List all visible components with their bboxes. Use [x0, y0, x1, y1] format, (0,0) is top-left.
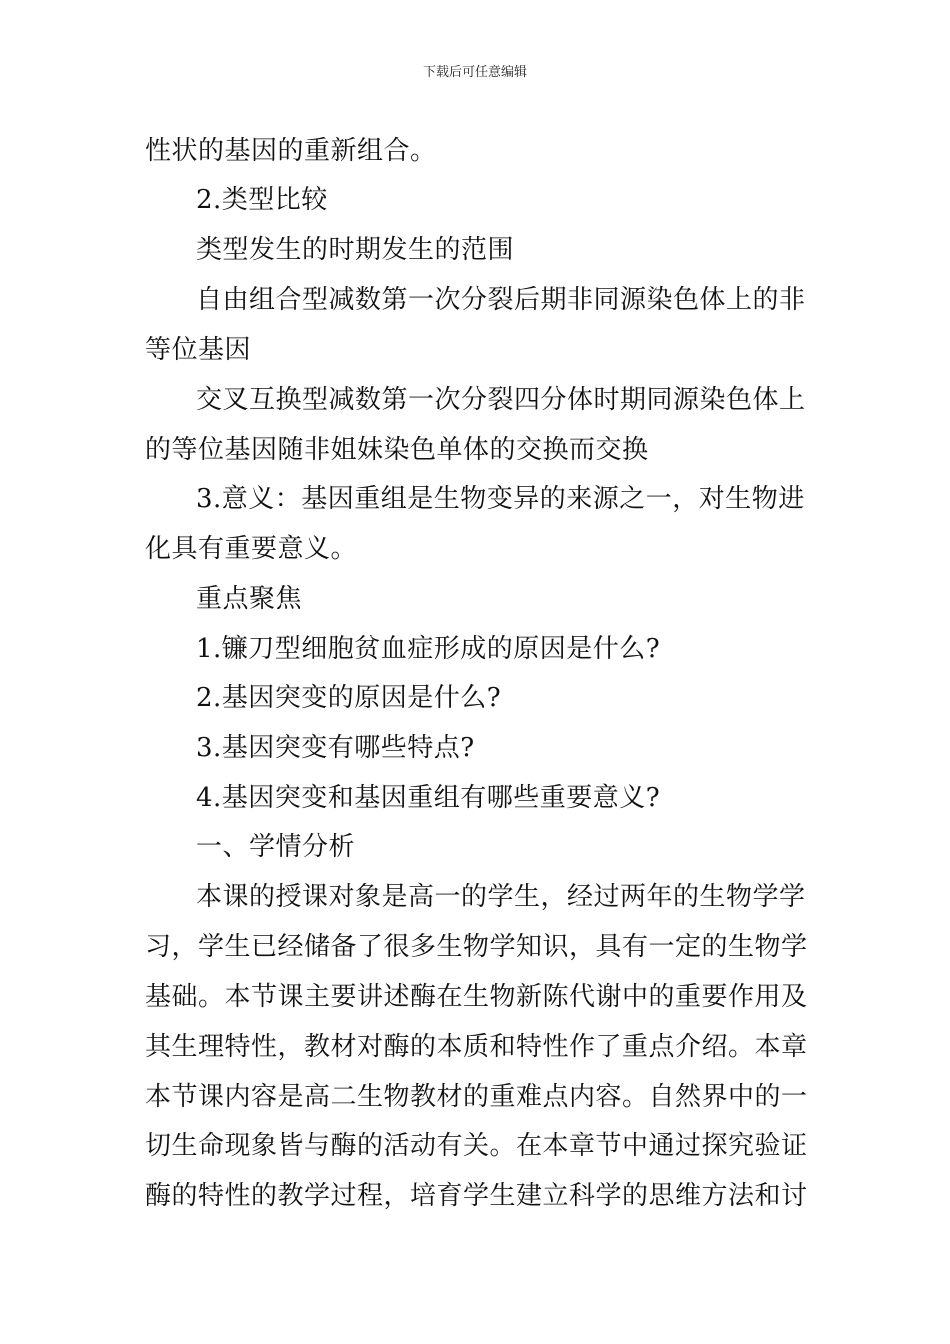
- section-heading: 重点聚焦: [196, 584, 303, 614]
- text-line: 自由组合型减数第一次分裂后期非同源染色体上的非: [196, 285, 806, 315]
- text-line: 本节课内容是高二生物教材的重难点内容。自然界中的一: [145, 1082, 808, 1112]
- text-line: 等位基因: [145, 335, 252, 365]
- text-line: 交叉互换型减数第一次分裂四分体时期同源染色体上: [196, 385, 806, 415]
- text-line: 其生理特性，教材对酶的本质和特性作了重点介绍。本章: [145, 1032, 808, 1062]
- text-line: 习，学生已经储备了很多生物学知识，具有一定的生物学: [145, 932, 808, 962]
- text-line: 性状的基因的重新组合。: [145, 136, 437, 166]
- text-line: 基础。本节课主要讲述酶在生物新陈代谢中的重要作用及: [145, 982, 808, 1012]
- list-item: 1.镰刀型细胞贫血症形成的原因是什么?: [196, 634, 661, 664]
- list-item: 4.基因突变和基因重组有哪些重要意义?: [196, 783, 661, 813]
- page-header: 下载后可任意编辑: [422, 65, 527, 80]
- text-line: 类型发生的时期发生的范围: [196, 235, 515, 265]
- section-heading: 一、学情分析: [196, 832, 356, 862]
- text-line: 2.类型比较: [196, 185, 328, 215]
- text-line: 切生命现象皆与酶的活动有关。在本章节中通过探究验证: [145, 1131, 808, 1161]
- text-line: 的等位基因随非姐妹染色单体的交换而交换: [145, 435, 649, 465]
- text-line: 3.意义：基因重组是生物变异的来源之一，对生物进: [196, 484, 805, 514]
- text-line: 本课的授课对象是高一的学生，经过两年的生物学学: [196, 882, 806, 912]
- list-item: 2.基因突变的原因是什么?: [196, 683, 502, 713]
- list-item: 3.基因突变有哪些特点?: [196, 733, 475, 763]
- text-line: 化具有重要意义。: [145, 534, 358, 564]
- text-line: 酶的特性的教学过程，培育学生建立科学的思维方法和讨: [145, 1181, 808, 1211]
